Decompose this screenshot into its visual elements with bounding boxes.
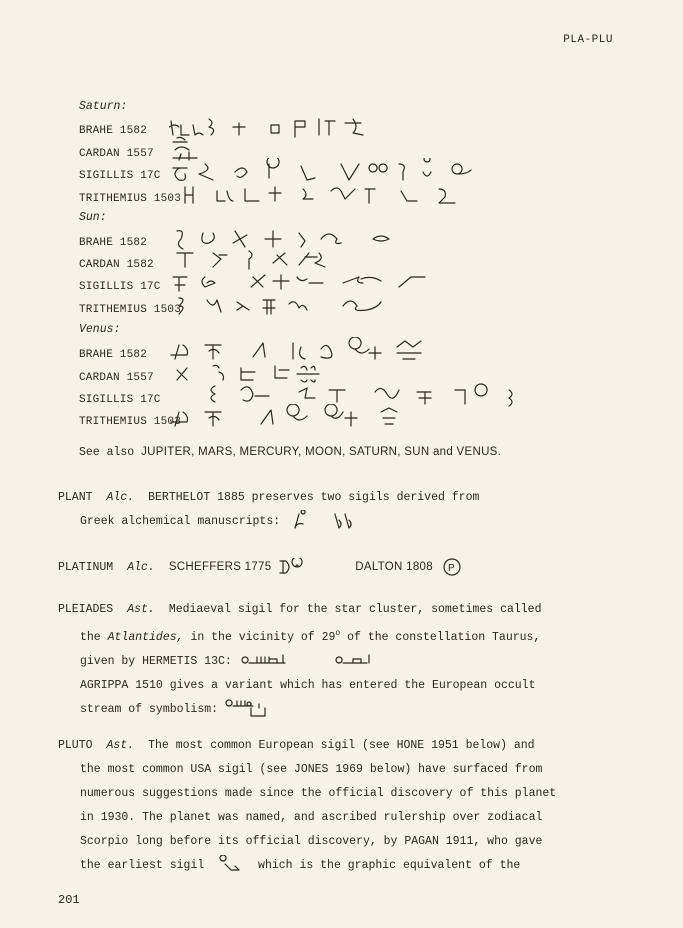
entry-text-line — [58, 854, 618, 878]
entry-text: Mediaeval sigil for the star cluster, sometimes called — [168, 603, 542, 616]
sigil-glyphs — [169, 404, 609, 432]
row-label: CARDAN 1557 — [79, 148, 154, 160]
sigil-row — [79, 300, 181, 320]
entry-text: the earliest sigil — [80, 859, 205, 872]
entry-pluto — [58, 734, 618, 878]
entry-ref: SCHEFFERS 1775 — [168, 561, 272, 573]
sigil-row — [79, 233, 147, 253]
running-head: PLA-PLU — [563, 34, 613, 46]
row-label: SIGILLIS 17C — [79, 170, 161, 182]
sigil-row — [79, 390, 161, 410]
entry-head: PLANT — [58, 491, 93, 504]
row-label: BRAHE 1582 — [79, 125, 148, 137]
sigil-row — [79, 189, 181, 209]
entry-text-line — [58, 510, 618, 534]
entry-text-line — [58, 650, 618, 674]
plant-sigils — [287, 510, 367, 532]
agrippa-sigil — [225, 698, 285, 720]
row-label: SIGILLIS 17C — [79, 394, 161, 406]
entry-category: Ast. — [127, 603, 155, 616]
entry-text: which is the graphic equivalent of the — [258, 859, 521, 872]
sigil-row — [79, 277, 161, 297]
sigil-row — [79, 412, 181, 432]
entry-text-line: the most common USA sigil (see JONES 1969 below) have surfaced from — [80, 763, 543, 776]
entry-pleiades — [58, 598, 618, 722]
dalton-sigil — [440, 556, 464, 578]
entry-text: the — [80, 630, 101, 644]
see-also-prefix: See also — [79, 446, 135, 459]
page-number: 201 — [58, 893, 80, 907]
entry-text-line: numerous suggestions made since the official discovery of this planet — [80, 787, 557, 800]
sigil-row — [79, 368, 154, 388]
sigil-row — [79, 345, 147, 365]
svg-text:P: P — [447, 562, 455, 574]
entry-category: Ast. — [106, 739, 135, 752]
entry-head: PLEIADES — [58, 603, 114, 616]
degree-sign: o — [335, 629, 341, 638]
entry-text: stream of symbolism: — [80, 702, 219, 716]
row-label: SIGILLIS 17C — [79, 281, 161, 293]
entry-head: PLUTO — [58, 739, 93, 752]
scheffers-sigil — [278, 558, 308, 576]
row-label: BRAHE 1582 — [79, 237, 148, 249]
entry-text-line — [58, 698, 618, 722]
row-label: TRITHEMIUS 1503 — [79, 304, 182, 316]
entry-category: Alc. — [106, 491, 135, 504]
entry-text-line: in 1930. The planet was named, and ascribed rulership over zodiacal — [80, 811, 543, 824]
entry-text: The most common European sigil (see HONE 1951 below) and — [148, 739, 535, 752]
entry-text-line: Scorpio long before its official discovery, by PAGAN 1911, who gave — [80, 835, 543, 848]
entry-text: of the constellation Taurus, — [347, 630, 541, 644]
see-also-refs: JUPITER, MARS, MERCURY, MOON, SATURN, SUN and VENUS. — [141, 446, 502, 458]
entry-text: BERTHELOT 1885 preserves two sigils derived from — [148, 491, 480, 504]
entry-text: Greek alchemical manuscripts: — [80, 515, 281, 529]
sigil-row — [79, 121, 147, 141]
row-label: CARDAN 1557 — [79, 372, 154, 384]
sigil-row — [79, 144, 154, 164]
hermetis-sigils — [239, 651, 409, 671]
entry-text-line — [58, 622, 618, 650]
entry-text-line: AGRIPPA 1510 gives a variant which has entered the European occult — [80, 678, 536, 692]
row-label: BRAHE 1582 — [79, 349, 148, 361]
group-title-sun: Sun: — [79, 211, 107, 224]
entry-ref: DALTON 1808 — [355, 561, 433, 573]
entry-text-italic: Atlantides, — [107, 630, 184, 644]
see-also-note — [79, 446, 501, 459]
entry-head: PLATINUM — [58, 561, 114, 574]
row-label: CARDAN 1582 — [79, 259, 154, 271]
sigil-glyphs — [169, 292, 609, 320]
entry-category: Alc. — [127, 561, 155, 574]
pagan-sigil — [211, 855, 251, 875]
sigil-row — [79, 255, 154, 275]
group-title-venus: Venus: — [79, 323, 121, 336]
sigil-glyphs — [169, 181, 589, 209]
entry-plant — [58, 486, 618, 534]
entry-text: given by HERMETIS 13C: — [80, 654, 232, 668]
row-label: TRITHEMIUS 1503 — [79, 416, 182, 428]
entry-text: in the vicinity of 29 — [190, 630, 336, 644]
sigil-row — [79, 166, 161, 186]
group-title-saturn: Saturn: — [79, 100, 128, 113]
entry-platinum — [58, 555, 618, 580]
row-label: TRITHEMIUS 1503 — [79, 193, 182, 205]
